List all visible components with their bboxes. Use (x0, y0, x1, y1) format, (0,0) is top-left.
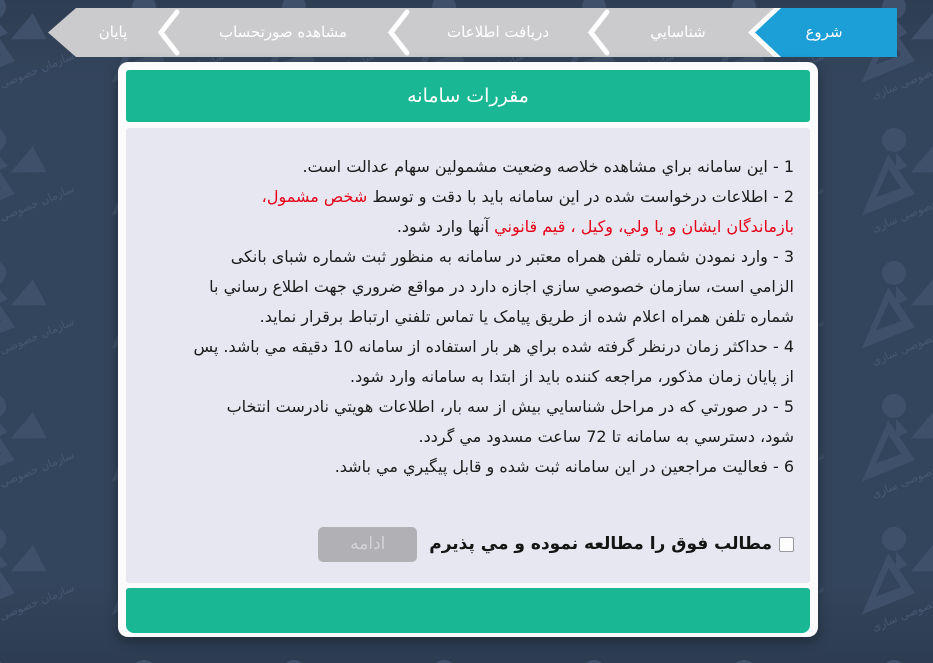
rule-6: 6 - فعاليت مراجعين در اين سامانه ثبت شده و قابل پيگيري مي باشد. (334, 457, 794, 476)
accept-label[interactable]: مطالب فوق را مطالعه نموده و مي پذيرم (429, 534, 772, 554)
highlighted-text: بازماندگان ايشان و يا ولي، وكيل ، قيم قانوني (494, 217, 794, 236)
rule-3-cont: الزامي است، سازمان خصوصي سازي اجازه دارد در مواقع ضروري جهت اطلاع رساني با (209, 277, 794, 296)
regulations-card (118, 62, 818, 637)
step-view-invoice[interactable]: مشاهده صورتحساب (218, 23, 348, 41)
rules-text (126, 128, 810, 482)
rule-5: 5 - در صورتي که در مراحل شناسايي بيش از سه بار، اطلاعات هويتي نادرست انتخاب (226, 397, 794, 416)
step-identification[interactable]: شناسايي (650, 23, 706, 41)
highlighted-text: شخص مشمول، (261, 187, 368, 206)
rule-2-cont: بازماندگان ايشان و يا ولي، وكيل ، قيم قانوني آنها وارد شود. (396, 217, 794, 236)
wizard-stepper (48, 8, 897, 57)
accept-checkbox[interactable] (779, 537, 794, 552)
rule-4: 4 - حداکثر زمان درنظر گرفته شده براي هر بار استفاده از سامانه 10 دقيقه مي باشد. پس (193, 337, 794, 356)
rule-4-cont: از پايان زمان مذکور، مراجعه کننده بايد از ابتدا به سامانه وارد شود. (350, 367, 794, 386)
rule-2: 2 - اطلاعات درخواست شده در اين سامانه بايد با دقت و توسط شخص مشمول، (261, 187, 794, 206)
continue-button[interactable]: ادامه (318, 527, 417, 562)
accept-row (142, 526, 794, 562)
card-body (126, 128, 810, 583)
rule-3: 3 - وارد نمودن شماره تلفن همراه معتبر در سامانه به منظور ثبت شماره شبای بانکی (230, 247, 794, 266)
card-footer (126, 588, 810, 633)
rule-3-cont: شماره تلفن همراه اعلام شده از طريق پيامک يا تماس تلفني ارتباط برقرار نمايد. (259, 307, 794, 326)
rule-5-cont: شود، دسترسي به سامانه تا 72 ساعت مسدود مي گردد. (418, 427, 794, 446)
step-start[interactable]: شروع (805, 23, 843, 41)
rule-1: 1 - اين سامانه براي مشاهده خلاصه وضعيت مشمولين سهام عدالت است. (302, 157, 794, 176)
step-receive-info[interactable]: دريافت اطلاعات (446, 23, 550, 41)
card-header (126, 70, 810, 122)
step-finish[interactable]: پايان (98, 23, 128, 41)
card-title: مقررات سامانه (407, 85, 529, 107)
